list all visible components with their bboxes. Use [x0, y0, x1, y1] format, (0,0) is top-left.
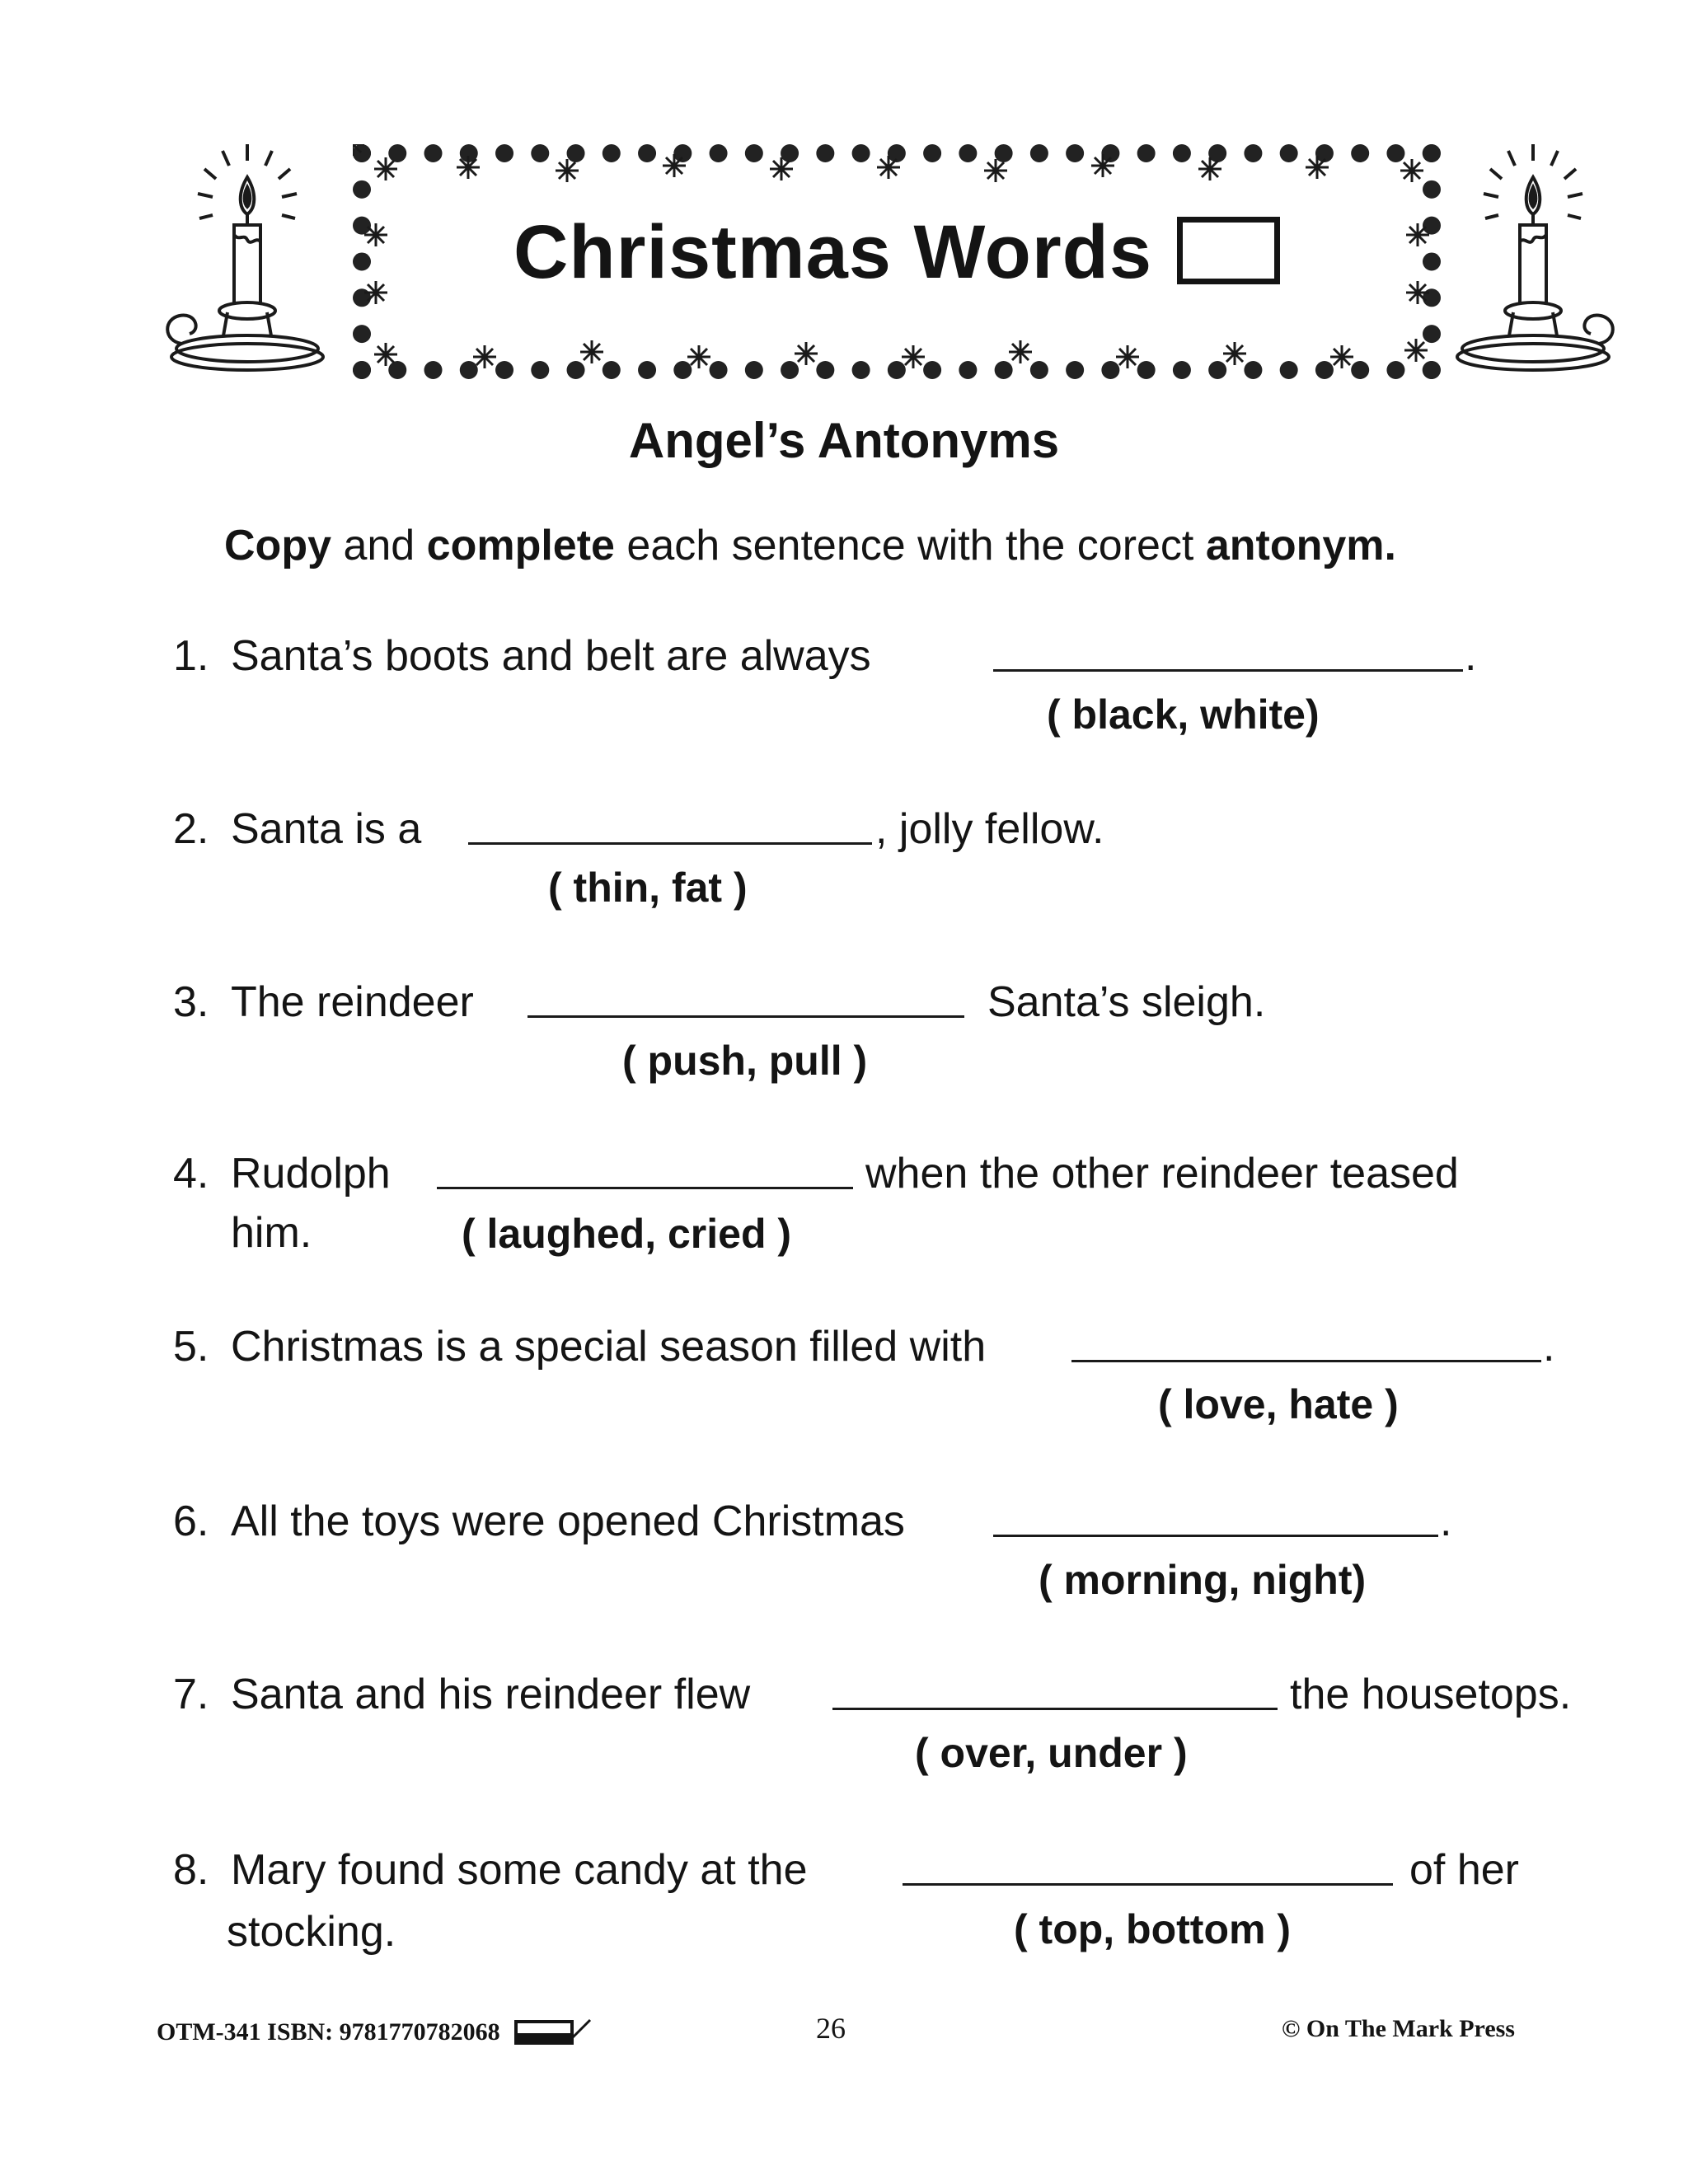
- question-text: Christmas is a special season filled with: [231, 1323, 987, 1371]
- answer-blank[interactable]: [1071, 1360, 1541, 1362]
- question-text: Santa and his reindeer flew: [231, 1671, 751, 1718]
- question-text: Rudolph: [231, 1150, 391, 1197]
- question-text: Santa’s boots and belt are always: [231, 632, 871, 680]
- answer-blank[interactable]: [832, 1708, 1278, 1710]
- title-text: Christmas Words: [513, 210, 1153, 294]
- word-choices: ( morning, night): [1039, 1557, 1367, 1603]
- answer-blank[interactable]: [437, 1187, 853, 1189]
- question-number: 6.: [173, 1497, 209, 1545]
- question-text-end: the housetops.: [1290, 1671, 1572, 1718]
- question-number: 7.: [173, 1671, 209, 1718]
- question-text: All the toys were opened Christmas: [231, 1497, 905, 1545]
- question-number: 8.: [173, 1846, 209, 1894]
- question-text-end: Santa’s sleigh.: [987, 978, 1266, 1026]
- instruction-word: antonym.: [1205, 522, 1396, 569]
- checkbox-square: [1177, 217, 1280, 284]
- page-number: 26: [816, 2012, 846, 2045]
- instruction-word: and: [343, 522, 415, 569]
- instruction-word: each sentence with the corect: [626, 522, 1194, 569]
- word-choices: ( thin, fat ): [548, 865, 748, 911]
- question-number: 2.: [173, 805, 209, 853]
- word-choices: ( push, pull ): [622, 1038, 868, 1084]
- question-text-end: , jolly fellow.: [875, 805, 1104, 853]
- question-text-line2: stocking.: [227, 1908, 396, 1956]
- word-choices: ( laughed, cried ): [462, 1211, 792, 1257]
- question-number: 1.: [173, 632, 209, 680]
- page-title: [353, 210, 1441, 294]
- question-text-end: of her: [1409, 1846, 1519, 1894]
- word-choices: ( black, white): [1047, 691, 1320, 738]
- answer-blank[interactable]: [993, 669, 1463, 672]
- question-text: Santa is a: [231, 805, 422, 853]
- worksheet-subtitle: Angel’s Antonyms: [628, 413, 1060, 468]
- answer-blank[interactable]: [993, 1535, 1438, 1537]
- candle-icon: [165, 136, 330, 383]
- question-text: Mary found some candy at the: [231, 1846, 808, 1894]
- word-choices: ( over, under ): [915, 1730, 1188, 1776]
- question-text: The reindeer: [231, 978, 474, 1026]
- word-choices: ( top, bottom ): [1014, 1906, 1291, 1952]
- question-number: 3.: [173, 978, 209, 1026]
- answer-blank[interactable]: [468, 842, 872, 845]
- question-text-line2: him.: [231, 1209, 312, 1257]
- header-banner: [165, 136, 1582, 391]
- answer-blank[interactable]: [528, 1015, 964, 1018]
- question-text-end: .: [1543, 1323, 1555, 1371]
- question-text-end: .: [1440, 1497, 1452, 1545]
- instruction-word: complete: [426, 522, 615, 569]
- footer-code: [157, 2015, 593, 2046]
- word-choices: ( love, hate ): [1158, 1381, 1399, 1427]
- answer-blank[interactable]: [903, 1883, 1393, 1886]
- instructions: [224, 521, 1396, 570]
- question-text-end: .: [1465, 632, 1477, 680]
- instruction-word: Copy: [224, 522, 331, 569]
- book-logo-icon: [514, 2015, 593, 2046]
- candle-icon: [1451, 136, 1615, 383]
- question-text-end: when the other reindeer teased: [865, 1150, 1459, 1197]
- footer-isbn: OTM-341 ISBN: 9781770782068: [157, 2018, 500, 2046]
- question-number: 4.: [173, 1150, 209, 1197]
- question-number: 5.: [173, 1323, 209, 1371]
- copyright: © On The Mark Press: [1282, 2015, 1515, 2042]
